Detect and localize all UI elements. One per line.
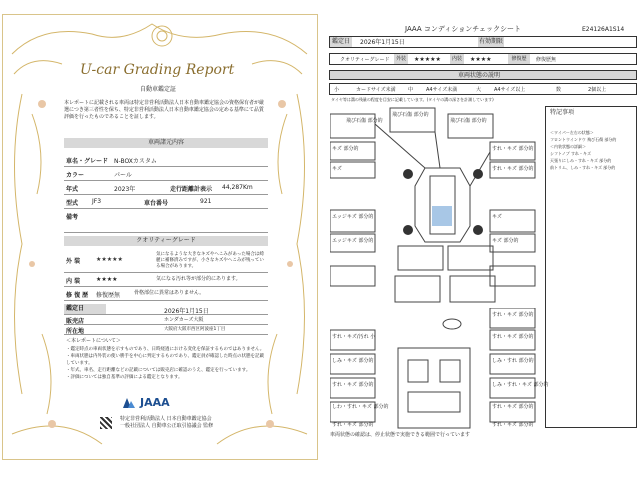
special-note-line: ＜内装状態の詳細＞ xyxy=(550,144,586,149)
legend-size-small-desc: カードサイズ未満 xyxy=(356,87,396,93)
exterior-label: 外 装 xyxy=(66,258,81,265)
interior-row xyxy=(64,272,268,287)
frame-label: 車台番号 xyxy=(144,200,169,207)
interior-stars: ★★★★ xyxy=(96,276,118,283)
expiry-label: 有効期限 xyxy=(478,38,503,45)
special-notes-list xyxy=(550,129,616,171)
legend-size-small: 小 xyxy=(334,87,340,93)
year-value: 2023年 xyxy=(114,186,136,193)
ext-cell-note: エッジキズ 部分的 xyxy=(332,238,374,244)
org-line-2: 一般社団法人 自動車公正取引協議会 監修 xyxy=(120,423,214,429)
jaaa-logo xyxy=(122,396,170,409)
vehicle-header: 車両諸元内容 xyxy=(64,138,268,148)
grade-int-stars: ★★★★ xyxy=(470,56,492,63)
special-note-line: シフトノブ すれ・キズ xyxy=(550,151,591,156)
interior-description: 気になる汚れ等が部分的にあります。 xyxy=(156,276,241,282)
note-item: ・評価については独自基準の評価による鑑定となります。 xyxy=(66,375,183,380)
legend-header-bar xyxy=(329,70,637,80)
int-cell-note: すれ・キズ 部分的 xyxy=(492,334,534,340)
org-line-1: 特定非営利活動法人 日本自動車鑑定協会 xyxy=(120,416,212,422)
grade-repair-label: 修復歴 xyxy=(508,54,530,64)
color-value: パール xyxy=(114,172,132,179)
exterior-car-diagram xyxy=(330,106,540,306)
legend-count: 数 xyxy=(556,87,562,93)
qr-code-icon xyxy=(100,417,112,429)
sheet-footer: 車両状態の確認は、停止状態で実施できる範囲で行っています xyxy=(330,432,471,438)
model-label: 車名・グレード xyxy=(66,158,109,165)
legend-count-desc: 2個以上 xyxy=(588,87,607,93)
frame-value: 921 xyxy=(200,198,212,205)
dealer-value: ホンダカーズ大阪 xyxy=(164,317,204,323)
year-row xyxy=(64,180,268,195)
notes-label: 備考 xyxy=(66,214,79,221)
grade-ext-label: 外装 xyxy=(395,56,406,62)
ext-cell-note: 飛び石傷 部分的 xyxy=(346,118,383,124)
certificate-intro: 本レポートに記載される車両は特定非営利活動法人日本自動車鑑定協会の資格保有者が厳選につき第三者性を保ち、特定非営利活動法人日本自動車鑑定協会の定める基準にて品質評価を行ったものであることを証します。 xyxy=(64,100,265,120)
int-cell-note: すれ・キズ 部分的 xyxy=(492,404,534,410)
exterior-row xyxy=(64,250,268,273)
certificate-title: U-car Grading Report xyxy=(80,62,235,78)
notes-header: ＜本レポートについて＞ xyxy=(66,338,121,344)
ext-cell-note: エッジキズ 部分的 xyxy=(332,214,374,220)
int-cell-note: しみ・すれ 部分的 xyxy=(492,358,534,364)
date-value: 2026年1月15日 xyxy=(164,308,209,315)
special-note-line: フロントウインドウ 飛び石傷 部分的 xyxy=(550,137,617,142)
legend-note: タイヤ等は溝の残量の程度を目安に記載しています。(タイヤの溝の深さを計測しています) xyxy=(331,97,494,102)
ext-cell-note: すれ・キズ 部分的 xyxy=(492,166,534,172)
repair-label: 修 復 歴 xyxy=(66,292,89,299)
sheet-code: E24126A1S14 xyxy=(582,26,625,33)
special-note-line: 天張りにしみ・すれ・キズ 部分的 xyxy=(550,158,612,163)
type-value: JF3 xyxy=(92,198,102,205)
int-cell-note: しわ・すれ・キズ 部分的 xyxy=(332,404,389,410)
legend-size-medium-desc: A4サイズ未満 xyxy=(426,87,458,93)
certificate-notes xyxy=(66,346,266,381)
date-bar xyxy=(329,36,637,48)
mileage-label: 走行距離計表示 xyxy=(170,186,213,193)
address-row xyxy=(64,324,268,335)
ext-cell-note: すれ・キズ 部分的 xyxy=(492,146,534,152)
quality-header: クオリティーグレード xyxy=(64,236,268,246)
grade-int-label: 内装 xyxy=(451,56,462,62)
date-label: 鑑定日 xyxy=(64,304,106,314)
grade-label: クオリティーグレード xyxy=(340,57,390,63)
ext-cell-note: キズ xyxy=(492,214,502,220)
int-cell-note: すれ・キズ 部分的 xyxy=(332,422,374,428)
int-cell-note: しみ・キズ 部分的 xyxy=(332,358,374,364)
sheet-date-value: 2026年1月15日 xyxy=(360,39,405,46)
grading-certificate xyxy=(2,14,318,460)
exterior-description: 気になるような大きなキズやへこみがあった場合は綺麗に補修済みですが、小さなキズやへこみが残っている場合があります。 xyxy=(156,252,264,269)
ext-cell-note: 飛び石傷 部分的 xyxy=(450,118,487,124)
address-label: 所在地 xyxy=(66,328,85,335)
int-cell-note: すれ・キズ 部分的 xyxy=(492,422,534,428)
jaaa-logo-text: JAAA xyxy=(140,396,170,409)
grade-ext-stars: ★★★★★ xyxy=(414,56,441,63)
interior-car-diagram xyxy=(330,308,540,433)
type-row xyxy=(64,194,268,209)
jaaa-logo-icon xyxy=(122,397,136,409)
year-label: 年式 xyxy=(66,186,79,193)
color-row xyxy=(64,166,268,181)
address-value: 大阪府大阪市西区阿波座1丁目 xyxy=(164,327,226,332)
special-note-line: ＜ワイパー左右の状態＞ xyxy=(550,130,594,135)
legend-header: 車両状態の説明 xyxy=(458,72,501,79)
color-label: カラー xyxy=(66,172,85,179)
model-row xyxy=(64,152,268,167)
repair-value: 修復歴無 xyxy=(96,292,121,299)
int-cell-note: すれ・キズ/汚れ 小 xyxy=(332,334,376,340)
ext-cell-note: キズ xyxy=(332,166,342,172)
type-label: 型式 xyxy=(66,200,79,207)
legend-size-large-desc: A4サイズ以上 xyxy=(494,87,526,93)
mileage-value: 44,287Km xyxy=(222,184,253,191)
sheet-title: JAAA コンディションチェックシート xyxy=(405,25,522,33)
grade-repair-value: 修復歴無 xyxy=(536,57,557,63)
note-item: ・鑑定時点の車両状態を示すものであり、日時経過における変化を保証するものではありません。 xyxy=(66,347,265,352)
special-note-line: 前トリム、しみ・すれ・キズ 部分的 xyxy=(550,165,616,170)
dealer-label: 販売店 xyxy=(66,318,85,325)
repair-row xyxy=(64,286,268,301)
grade-bar xyxy=(329,53,637,65)
ext-cell-note: キズ 部分的 xyxy=(332,146,359,152)
legend-size-medium: 中 xyxy=(408,87,414,93)
notes-row xyxy=(64,208,268,233)
ext-cell-note: キズ 部分的 xyxy=(492,238,519,244)
certificate-subtitle: 自動車鑑定証 xyxy=(140,86,177,93)
model-value: N-BOXカスタム xyxy=(114,158,157,165)
special-notes-header: 特記事項 xyxy=(550,109,575,116)
sheet-date-label: 鑑定日 xyxy=(331,38,350,45)
note-item: ・年式、車名、走行距離などの記載については販売店に確認のうえ、鑑定を行っています。 xyxy=(66,368,251,373)
int-cell-note: すれ・キズ 部分的 xyxy=(332,382,374,388)
note-item: ・車両状態は内外装の使い勝手を中心に判定するものであり、鑑定員が確認した時点の状態を記載しています。 xyxy=(66,354,264,366)
ext-cell-note: 飛び石傷 部分的 xyxy=(392,112,429,118)
exterior-stars: ★★★★★ xyxy=(96,256,123,263)
interior-label: 内 装 xyxy=(66,278,81,285)
legend-row xyxy=(329,83,637,95)
int-cell-note: しみ・すれ・キズ 部分的 xyxy=(492,382,549,388)
int-cell-note: すれ・キズ 部分的 xyxy=(492,312,534,318)
special-notes-box xyxy=(545,106,637,428)
repair-description: 骨格部位に異常はありません。 xyxy=(134,290,205,296)
legend-size-large: 大 xyxy=(476,87,482,93)
